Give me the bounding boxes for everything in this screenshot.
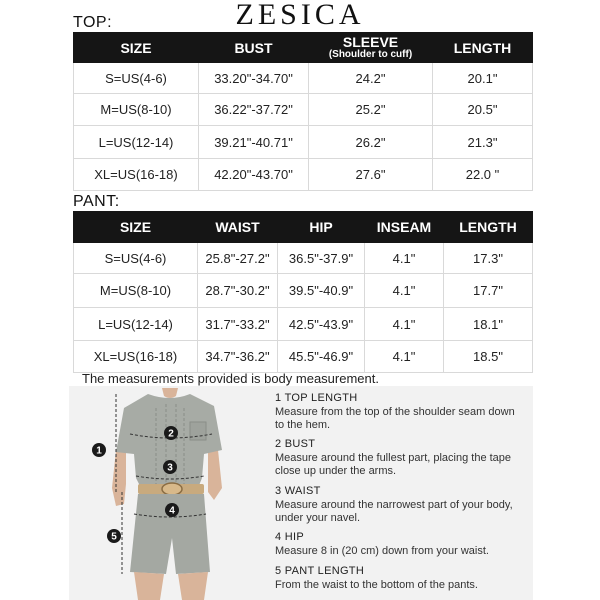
marker-1 [92,443,106,457]
pant-cell-hip: 42.5"-43.9" [278,308,365,341]
marker-4 [165,503,179,517]
model-left-leg [134,572,164,600]
top-header-bust: BUST [199,33,309,63]
top-header-sleeve-label: SLEEVE [342,34,399,50]
top-cell-length: 22.0 " [433,159,533,191]
pant-header-inseam: INSEAM [365,212,444,243]
instruction-bust [275,438,525,479]
marker-2 [164,426,178,440]
model-neck [162,388,178,398]
top-size-table [73,32,533,191]
pant-cell-waist: 25.8"-27.2" [198,243,278,274]
marker-1-label: 1 [96,445,102,457]
table-row [74,243,533,274]
measurement-note: The measurements provided is body measurement. [82,371,379,386]
top-header-sleeve [309,33,433,63]
instruction-text: Measure around the narrowest part of your body, under your navel. [275,498,513,524]
pant-cell-size: XL=US(16-18) [74,341,198,373]
top-header-row [74,33,533,63]
top-cell-sleeve: 25.2" [309,94,433,126]
pant-cell-inseam: 4.1" [365,308,444,341]
belt-buckle [162,483,182,495]
pant-cell-waist: 34.7"-36.2" [198,341,278,373]
top-cell-length: 21.3" [433,126,533,159]
pant-cell-waist: 31.7"-33.2" [198,308,278,341]
top-cell-bust: 39.21"-40.71" [199,126,309,159]
pant-header-length: LENGTH [444,212,533,243]
pant-cell-inseam: 4.1" [365,274,444,308]
pant-cell-length: 18.5" [444,341,533,373]
top-section-label: TOP: [73,14,113,31]
table-row [74,94,533,126]
pant-header-hip: HIP [278,212,365,243]
marker-5-label: 5 [111,531,117,543]
table-row [74,63,533,94]
marker-2-label: 2 [168,428,174,440]
instruction-title: 1 TOP LENGTH [275,392,358,404]
top-cell-size: L=US(12-14) [74,126,199,159]
model-right-arm [208,448,222,500]
top-cell-bust: 42.20"-43.70" [199,159,309,191]
pant-cell-hip: 45.5"-46.9" [278,341,365,373]
top-header-length: LENGTH [433,33,533,63]
instruction-pant-length [275,565,525,592]
table-row [74,159,533,191]
marker-3-label: 3 [167,462,173,474]
marker-3 [163,460,177,474]
instruction-hip [275,531,525,558]
model-figure [86,388,256,600]
instruction-text: From the waist to the bottom of the pants. [275,578,478,591]
top-cell-length: 20.5" [433,94,533,126]
pant-cell-length: 18.1" [444,308,533,341]
top-cell-bust: 36.22"-37.72" [199,94,309,126]
top-cell-size: XL=US(16-18) [74,159,199,191]
pant-cell-inseam: 4.1" [365,341,444,373]
top-header-sleeve-sub: (Shoulder to cuff) [328,49,413,60]
instruction-text: Measure 8 in (20 cm) down from your waist. [275,544,489,557]
table-row [74,341,533,373]
instruction-top-length [275,392,525,433]
table-row [74,274,533,308]
table-row [74,308,533,341]
instruction-title: 2 BUST [275,438,316,450]
marker-5 [107,529,121,543]
top-cell-sleeve: 24.2" [309,63,433,94]
pant-cell-size: L=US(12-14) [74,308,198,341]
top-header-size: SIZE [74,33,199,63]
pant-cell-inseam: 4.1" [365,243,444,274]
marker-4-label: 4 [169,505,175,517]
pant-section-label: PANT: [73,193,120,210]
pant-cell-hip: 36.5"-37.9" [278,243,365,274]
instruction-text: Measure around the fullest part, placing the tape close up under the arms. [275,451,512,477]
instruction-title: 5 PANT LENGTH [275,565,365,577]
top-cell-sleeve: 26.2" [309,126,433,159]
pant-cell-length: 17.3" [444,243,533,274]
pant-cell-size: M=US(8-10) [74,274,198,308]
pant-size-table [73,211,533,373]
pant-cell-hip: 39.5"-40.9" [278,274,365,308]
top-cell-length: 20.1" [433,63,533,94]
top-cell-bust: 33.20"-34.70" [199,63,309,94]
pant-header-size: SIZE [74,212,198,243]
instruction-waist [275,485,525,526]
pant-header-waist: WAIST [198,212,278,243]
instruction-text: Measure from the top of the shoulder seam down to the hem. [275,405,515,431]
model-left-arm [112,450,126,506]
top-cell-size: M=US(8-10) [74,94,199,126]
pant-cell-size: S=US(4-6) [74,243,198,274]
model-right-leg [178,572,208,600]
instruction-title: 4 HIP [275,531,305,543]
pant-header-row [74,212,533,243]
top-cell-size: S=US(4-6) [74,63,199,94]
pant-cell-waist: 28.7"-30.2" [198,274,278,308]
top-cell-sleeve: 27.6" [309,159,433,191]
table-row [74,126,533,159]
instruction-title: 3 WAIST [275,485,321,497]
sweater-top [116,394,222,490]
brand-logo: ZESICA [235,0,365,31]
pant-cell-length: 17.7" [444,274,533,308]
